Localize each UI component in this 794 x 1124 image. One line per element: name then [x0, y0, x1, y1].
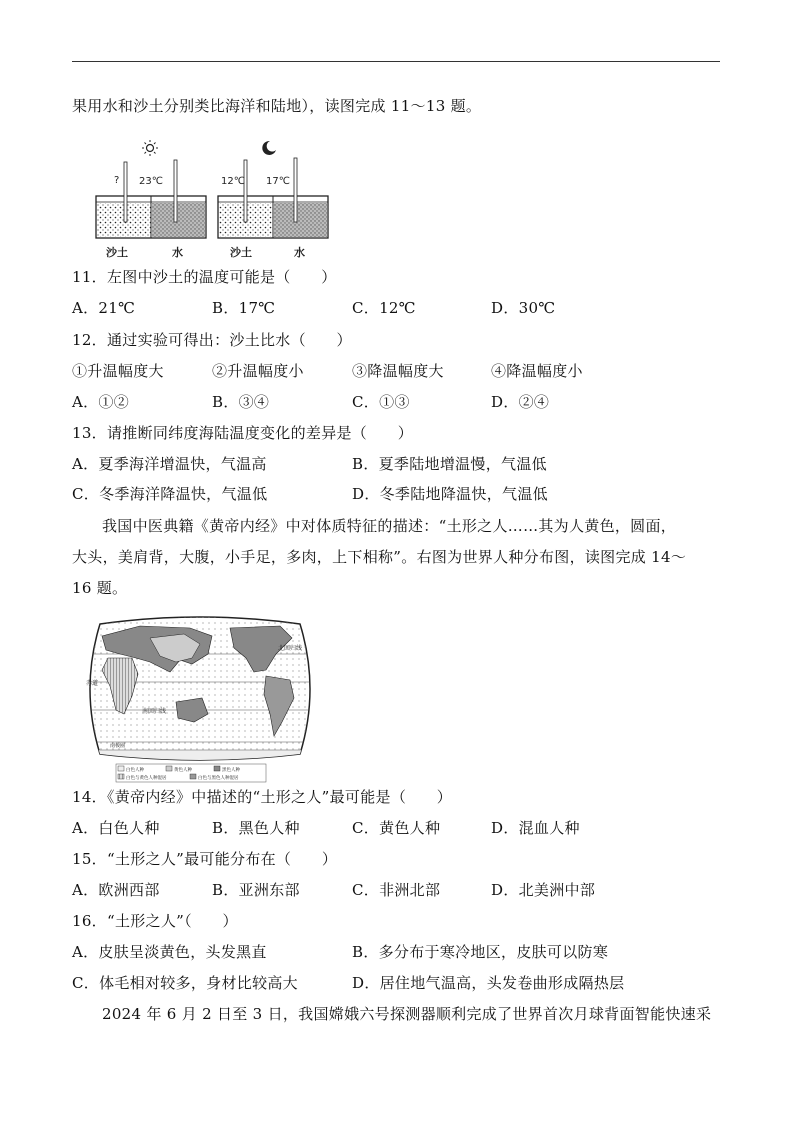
q12-option-a: A．①②	[72, 393, 130, 411]
left-setup	[96, 140, 206, 259]
q15-option-a: A．欧洲西部	[72, 881, 160, 899]
q11-option-b: B．17℃	[212, 299, 276, 317]
q14-option-d: D．混血人种	[491, 819, 580, 837]
q16-option-b: B．多分布于寒冷地区，皮肤可以防寒	[352, 943, 609, 961]
intro-line: 果用水和沙土分别类比海洋和陆地），读图完成 11～13 题。	[72, 97, 482, 115]
q12-item-1: ①升温幅度大	[72, 362, 164, 380]
map-legend	[116, 764, 266, 782]
q14-option-b: B．黑色人种	[212, 819, 300, 837]
q15-option-d: D．北美洲中部	[491, 881, 596, 899]
q12-stem: 12．通过实验可得出：沙土比水（ ）	[72, 331, 352, 349]
q11-stem: 11．左图中沙土的温度可能是（ ）	[72, 268, 337, 286]
q12-option-b: B．③④	[212, 393, 270, 411]
left-sand-label: 沙土	[106, 246, 128, 259]
left-water-temp: 23℃	[139, 176, 163, 187]
passage2-line2: 大头，美肩背，大腹，小手足，多肉，上下相称”。右图为世界人种分布图，读图完成 14～	[72, 548, 687, 566]
legend-swatch-white-yellow	[118, 774, 124, 779]
equator-label: 赤道	[86, 680, 99, 687]
q15-option-b: B．亚洲东部	[212, 881, 300, 899]
legend-swatch-white-black	[190, 774, 196, 779]
legend-white-black: 白色与黑色人种混居	[198, 776, 239, 781]
header-rule	[72, 61, 720, 62]
world-race-map	[80, 614, 320, 784]
q14-option-a: A．白色人种	[72, 819, 160, 837]
right-sand-label: 沙土	[230, 246, 252, 259]
passage2-line1: 我国中医典籍《黄帝内经》中对体质特征的描述：“土形之人……其为人黄色，圆面，	[102, 517, 677, 535]
q13-stem: 13．请推断同纬度海陆温度变化的差异是（ ）	[72, 424, 413, 442]
tropic-south-label: 南回归线	[142, 708, 167, 715]
legend-swatch-black	[214, 766, 220, 771]
right-water-label: 水	[294, 246, 305, 259]
legend-yellow: 黄色人种	[174, 768, 192, 773]
q12-option-c: C．①③	[352, 393, 410, 411]
legend-black: 黑色人种	[222, 768, 240, 773]
q12-item-3: ③降温幅度大	[352, 362, 444, 380]
tropic-north-label: 北回归线	[278, 645, 303, 652]
q11-option-c: C．12℃	[352, 299, 416, 317]
q13-option-a: A．夏季海洋增温快，气温高	[72, 455, 267, 473]
legend-swatch-white	[118, 766, 124, 771]
sun-icon	[142, 140, 158, 156]
q15-stem: 15．“土形之人”最可能分布在（ ）	[72, 850, 338, 868]
q11-option-d: D．30℃	[491, 299, 556, 317]
right-sand-temp: 12℃	[221, 176, 245, 187]
right-setup	[218, 141, 328, 259]
q13-option-c: C．冬季海洋降温快，气温低	[72, 485, 268, 503]
q16-option-a: A．皮肤呈淡黄色，头发黑直	[72, 943, 267, 961]
antarctic-label: 南极圈	[110, 743, 126, 749]
q13-option-d: D．冬季陆地降温快，气温低	[352, 485, 548, 503]
q16-option-c: C．体毛相对较多，身材比较高大	[72, 974, 298, 992]
right-water-temp: 17℃	[266, 176, 290, 187]
q14-stem: 14．《黄帝内经》中描述的“土形之人”最可能是（ ）	[72, 788, 453, 806]
left-water-label: 水	[172, 246, 183, 259]
experiment-figure	[94, 136, 334, 262]
q13-option-b: B．夏季陆地增温慢，气温低	[352, 455, 547, 473]
q12-item-4: ④降温幅度小	[491, 362, 583, 380]
q12-option-d: D．②④	[491, 393, 550, 411]
q15-option-c: C．非洲北部	[352, 881, 441, 899]
q14-option-c: C．黄色人种	[352, 819, 441, 837]
q12-item-2: ②升温幅度小	[212, 362, 304, 380]
left-sand-temp: ?	[114, 175, 120, 186]
legend-white: 白色人种	[126, 768, 144, 773]
q16-stem: 16．“土形之人”（ ）	[72, 912, 238, 930]
moon-icon	[262, 141, 276, 155]
passage2-line3: 16 题。	[72, 579, 128, 597]
q11-option-a: A．21℃	[72, 299, 136, 317]
q16-option-d: D．居住地气温高，头发卷曲形成隔热层	[352, 974, 625, 992]
legend-white-yellow: 白色与黄色人种混居	[126, 776, 167, 781]
legend-swatch-yellow	[166, 766, 172, 771]
passage3-line1: 2024 年 6 月 2 日至 3 日，我国嫦娥六号探测器顺利完成了世界首次月球背面智能快速采	[102, 1005, 712, 1023]
